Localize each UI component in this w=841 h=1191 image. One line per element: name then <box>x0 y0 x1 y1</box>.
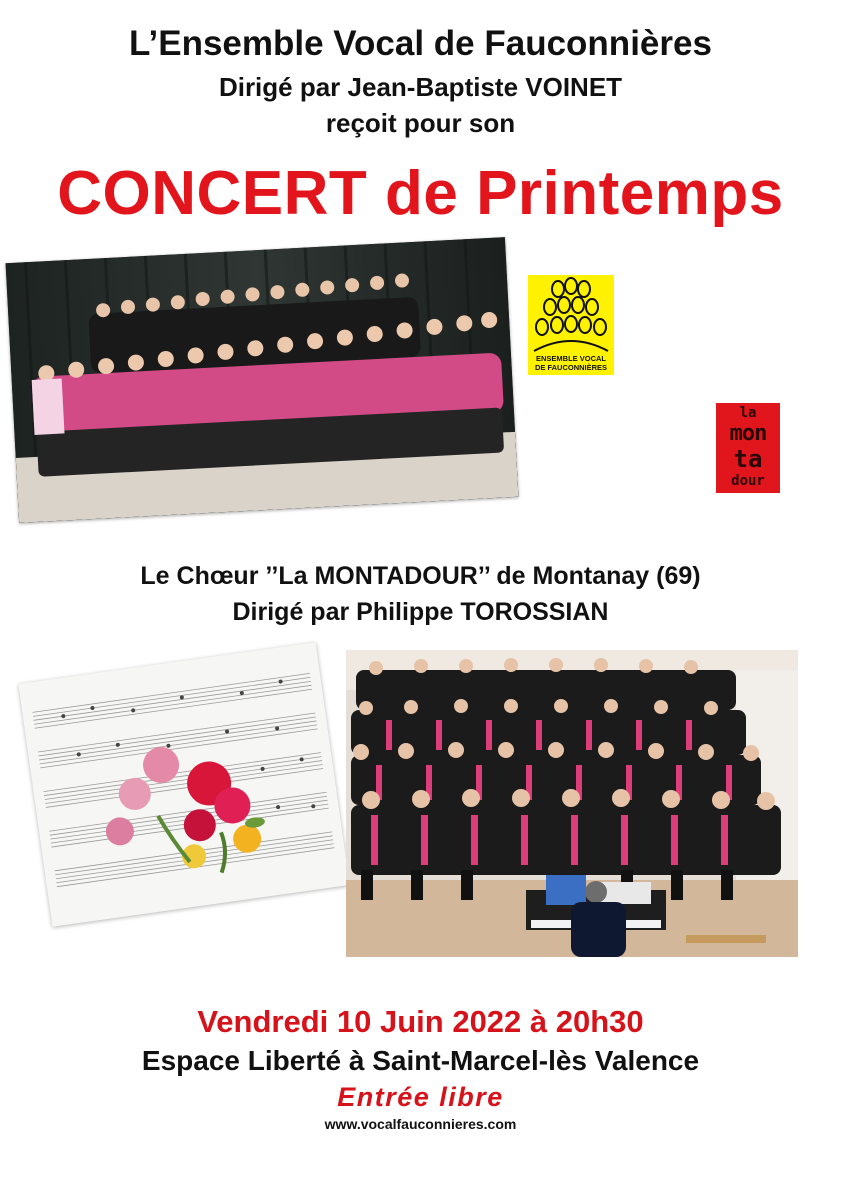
ensemble-group-photo-drawing <box>6 237 519 523</box>
event-date: Vendredi 10 Juin 2022 à 20h30 <box>197 1004 644 1039</box>
ensemble-vocal-logo <box>528 275 614 375</box>
logo-m-la: la <box>739 405 757 421</box>
guest-choir: Le Chœur ’’La MONTADOUR’’ de Montanay (69) <box>140 562 701 590</box>
event-entry: Entrée libre <box>337 1082 504 1112</box>
sheet-music-flowers-photo <box>18 642 349 926</box>
logo-m-mon: mon <box>729 421 767 446</box>
logo-evf-line1: ENSEMBLE VOCAL <box>535 354 606 363</box>
event-venue: Espace Liberté à Saint-Marcel-lès Valence <box>141 1045 700 1076</box>
header-director: Dirigé par Jean-Baptiste VOINET <box>218 72 623 102</box>
header-receives: reçoit pour son <box>325 108 516 138</box>
choir-silhouette-icon <box>528 275 614 355</box>
logo-m-dour: dour <box>731 473 765 489</box>
concert-title: CONCERT de Printemps <box>57 159 784 228</box>
sheet-music-flowers-drawing <box>18 642 349 926</box>
website-link[interactable]: www.vocalfauconnieres.com <box>324 1116 517 1132</box>
ensemble-group-photo <box>6 237 519 523</box>
guest-director: Dirigé par Philippe TOROSSIAN <box>232 598 609 626</box>
montadour-choir-drawing <box>346 650 798 957</box>
logo-m-ta: ta <box>733 445 763 473</box>
montadour-choir-photo <box>346 650 798 957</box>
la-montadour-logo <box>716 403 780 493</box>
logo-evf-line2: DE FAUCONNIÈRES <box>534 363 608 372</box>
header-ensemble-name: L’Ensemble Vocal de Fauconnières <box>129 24 712 63</box>
